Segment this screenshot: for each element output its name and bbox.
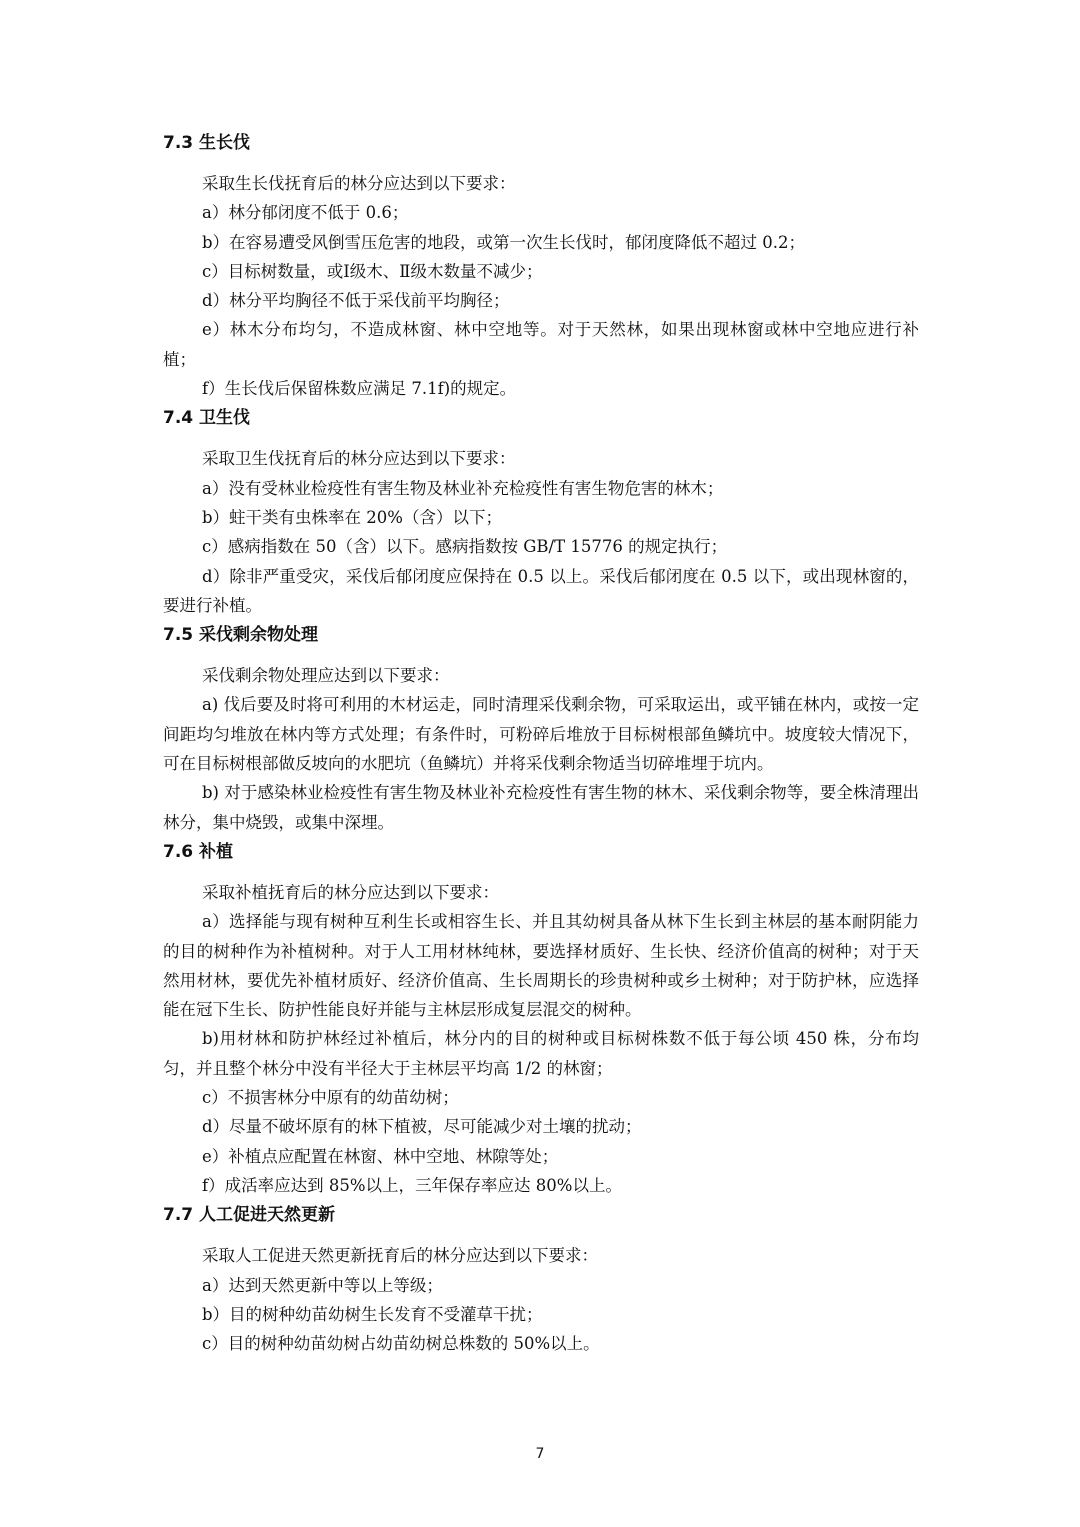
section-intro: 采取人工促进天然更新抚育后的林分应达到以下要求：: [202, 1246, 598, 1266]
section-heading: 7.5 采伐剩余物处理: [163, 625, 319, 646]
section-intro: 采伐剩余物处理应达到以下要求：: [202, 666, 450, 686]
requirement-item: e）林木分布均匀，不造成林窗、林中空地等。对于天然林，如果出现林窗或林中空地应进行补植；: [163, 320, 919, 369]
requirement-item: c）不损害林分中原有的幼苗幼树；: [202, 1088, 459, 1108]
requirement-item: c）目标树数量，或Ⅰ级木、Ⅱ级木数量不减少；: [202, 261, 543, 281]
requirement-item: d）林分平均胸径不低于采伐前平均胸径；: [202, 291, 510, 311]
requirement-item: b)用材林和防护林经过补植后，林分内的目的树种或目标树株数不低于每公顷 450 株，分布均匀，并且整个林分中没有半径大于主林层平均高 1/2 的林窗；: [163, 1029, 919, 1078]
section-7-6: [163, 837, 919, 1200]
requirement-item: a）达到天然更新中等以上等级；: [202, 1275, 443, 1295]
section-7-7: [163, 1200, 919, 1358]
requirement-item: a) 伐后要及时将可利用的木材运走，同时清理采伐剩余物，可采取运出，或平铺在林内，或按一定间距均匀堆放在林内等方式处理；有条件时，可粉碎后堆放于目标树根部鱼鳞坑中。坡度较大情况下，可在目标树根部做反坡向的水肥坑（鱼鳞坑）并将采伐剩余物适当切碎堆埋于坑内。: [163, 695, 919, 774]
section-7-5: [163, 620, 919, 837]
requirement-item: a）选择能与现有树种互利生长或相容生长、并且其幼树具备从林下生长到主林层的基本耐阴能力的目的树种作为补植树种。对于人工用材林纯林，要选择材质好、生长快、经济价值高的树种；对于天然用材林，要优先补植材质好、经济价值高、生长周期长的珍贵树种或乡土树种；对于防护林，应选择能在冠下生长、防护性能良好并能与主林层形成复层混交的树种。: [163, 912, 919, 1020]
requirement-item: b）在容易遭受风倒雪压危害的地段，或第一次生长伐时，郁闭度降低不超过 0.2；: [202, 232, 806, 252]
requirement-item: d）除非严重受灾，采伐后郁闭度应保持在 0.5 以上。采伐后郁闭度在 0.5 以下，或出现林窗的，要进行补植。: [163, 566, 919, 615]
requirement-item: a）林分郁闭度不低于 0.6；: [202, 203, 409, 223]
section-intro: 采取补植抚育后的林分应达到以下要求：: [202, 882, 499, 902]
requirement-item: c）目的树种幼苗幼树占幼苗幼树总株数的 50%以上。: [202, 1334, 600, 1354]
section-7-4: [163, 403, 919, 620]
requirement-item: e）补植点应配置在林窗、林中空地、林隙等处；: [202, 1146, 559, 1166]
section-heading: 7.7 人工促进天然更新: [163, 1205, 336, 1226]
section-heading: 7.4 卫生伐: [163, 408, 251, 429]
document-body: [163, 128, 919, 1358]
section-heading: 7.6 补植: [163, 841, 234, 862]
requirement-item: f）生长伐后保留株数应满足 7.1f)的规定。: [202, 379, 517, 399]
requirement-item: c）感病指数在 50（含）以下。感病指数按 GB/T 15776 的规定执行；: [202, 537, 728, 557]
section-intro: 采取卫生伐抚育后的林分应达到以下要求：: [202, 449, 516, 469]
requirement-item: b）目的树种幼苗幼树生长发育不受灌草干扰；: [202, 1304, 543, 1324]
requirement-item: a）没有受林业检疫性有害生物及林业补充检疫性有害生物危害的林木；: [202, 478, 724, 498]
section-intro: 采取生长伐抚育后的林分应达到以下要求：: [202, 174, 516, 193]
page-number: 7: [535, 1446, 545, 1462]
section-heading: 7.3 生长伐: [163, 133, 251, 153]
requirement-item: d）尽量不破坏原有的林下植被，尽可能减少对土壤的扰动；: [202, 1117, 642, 1137]
requirement-item: b) 对于感染林业检疫性有害生物及林业补充检疫性有害生物的林木、采伐剩余物等，要全株清理出林分，集中烧毁，或集中深埋。: [163, 783, 919, 832]
requirement-item: f）成活率应达到 85%以上，三年保存率应达 80%以上。: [202, 1175, 622, 1195]
section-7-3: [163, 128, 919, 403]
requirement-item: b）蛀干类有虫株率在 20%（含）以下；: [202, 507, 502, 527]
